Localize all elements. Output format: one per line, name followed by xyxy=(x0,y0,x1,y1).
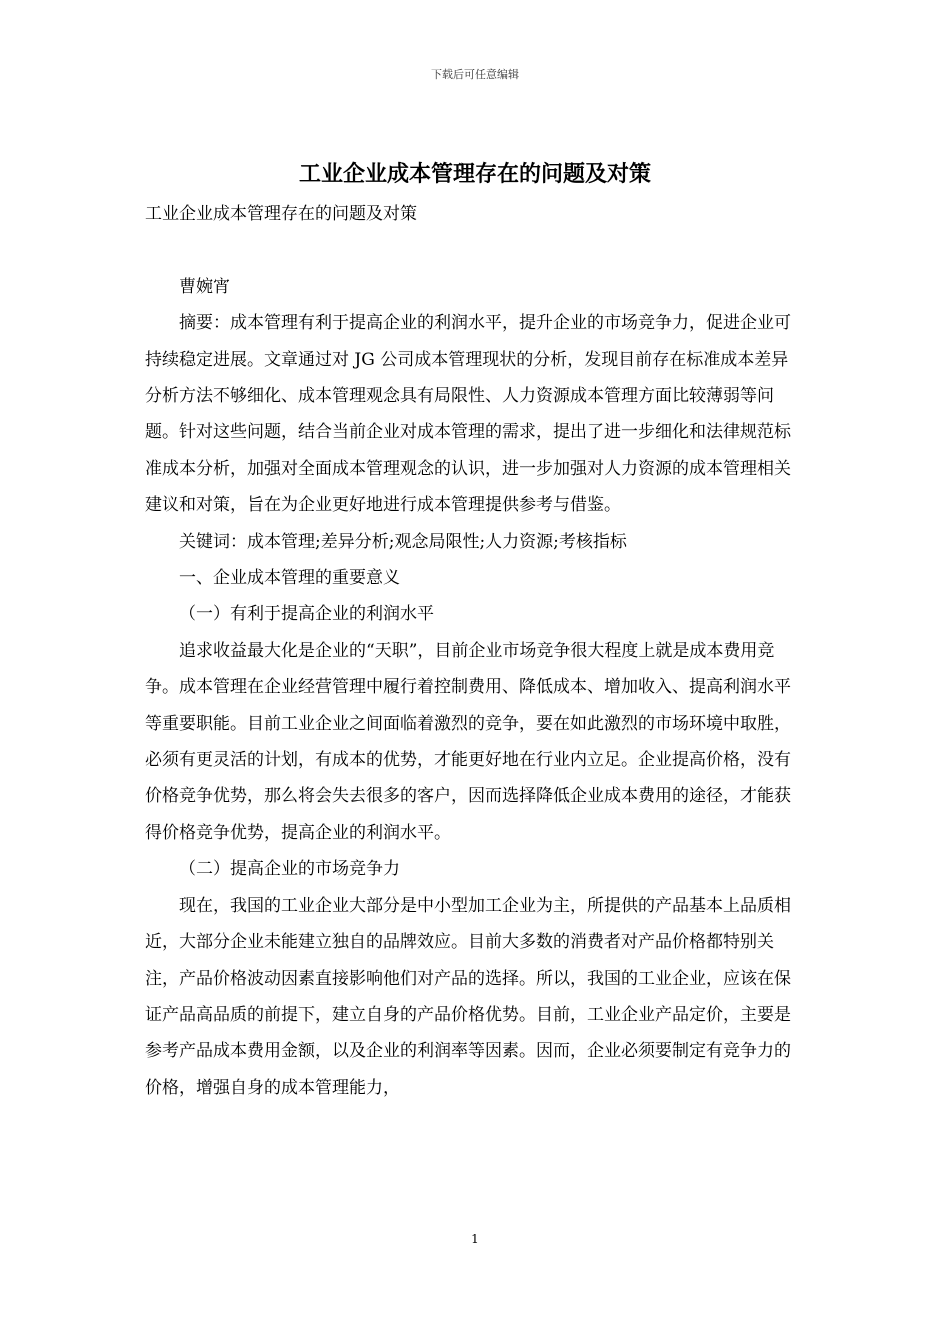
section-heading: 一、企业成本管理的重要意义 xyxy=(179,568,400,589)
subsection-heading: （一）有利于提高企业的利润水平 xyxy=(179,604,434,625)
body-paragraph: 追求收益最大化是企业的“天职”，目前企业市场竞争很大程度上就是成本费用竞争。成本管理在企业经营管理中履行着控制费用、降低成本、增加收入、提高利润水平等重要职能。目前工业企业之间面临着激烈的竞争，要在如此激烈的市场环境中取胜，必须有更灵活的计划，有成本的优势，才能更好地在行业内立足。企业提高价格，没有价格竞争优势，那么将会失去很多的客户，因而选择降低企业成本费用的途径，才能获得价格竞争优势，提高企业的利润水平。 xyxy=(145,640,791,843)
page-number: 1 xyxy=(471,1232,479,1246)
keywords-line: 关键词：成本管理;差异分析;观念局限性;人力资源;考核指标 xyxy=(179,531,627,552)
subsection-heading: （二）提高企业的市场竞争力 xyxy=(179,859,400,880)
page-header: 下载后可任意编辑 xyxy=(431,68,519,81)
body-paragraph: 现在，我国的工业企业大部分是中小型加工企业为主，所提供的产品基本上品质相近，大部分企业未能建立独自的品牌效应。目前大多数的消费者对产品价格都特别关注，产品价格波动因素直接影响他们对产品的选择。所以，我国的工业企业，应该在保证产品高品质的前提下，建立自身的产品价格优势。目前，工业企业产品定价，主要是参考产品成本费用金额，以及企业的利润率等因素。因而，企业必须要制定有竞争力的价格，增强自身的成本管理能力， xyxy=(145,895,791,1098)
subtitle: 工业企业成本管理存在的问题及对策 xyxy=(145,204,417,224)
author-name: 曹婉宵 xyxy=(179,276,230,297)
blank-line xyxy=(145,232,805,268)
document-title: 工业企业成本管理存在的问题及对策 xyxy=(298,161,651,187)
abstract-paragraph: 摘要：成本管理有利于提高企业的利润水平，提升企业的市场竞争力，促进企业可持续稳定进展。文章通过对 JG 公司成本管理现状的分析，发现目前存在标准成本差异分析方法不够细化、成本管理观念具有局限性、人力资源成本管理方面比较薄弱等问题。针对这些问题，结合当前企业对成本管理的需求，提出了进一步细化和法律规范标准成本分析，加强对全面成本管理观念的认识，进一步加强对人力资源的成本管理相关建议和对策，旨在为企业更好地进行成本管理提供参考与借鉴。 xyxy=(145,313,791,516)
document-body xyxy=(145,196,805,1106)
